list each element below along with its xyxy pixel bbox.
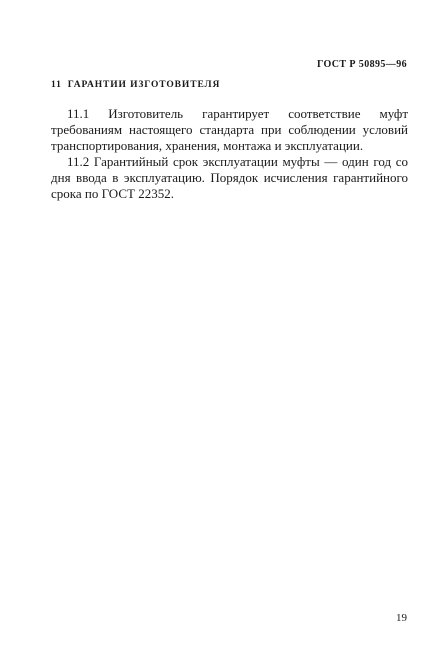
section-title: ГАРАНТИИ ИЗГОТОВИТЕЛЯ (67, 80, 221, 90)
section-heading (51, 80, 220, 90)
section-body (51, 106, 408, 202)
page-number: 19 (396, 612, 407, 624)
paragraph-11-2: 11.2 Гарантийный срок эксплуатации муфты — один год со дня ввода в эксплуатацию. Порядок исчисления гарантийного срока по ГОСТ 22352. (51, 154, 408, 201)
document-code: ГОСТ Р 50895—96 (316, 59, 407, 70)
paragraph-11-1: 11.1 Изготовитель гарантирует соответствие муфт требованиям настоящего стандарта при соблюдении условий транспортирования, хранения, монтажа и эксплуатации. (51, 106, 408, 153)
section-number: 11 (51, 80, 62, 90)
